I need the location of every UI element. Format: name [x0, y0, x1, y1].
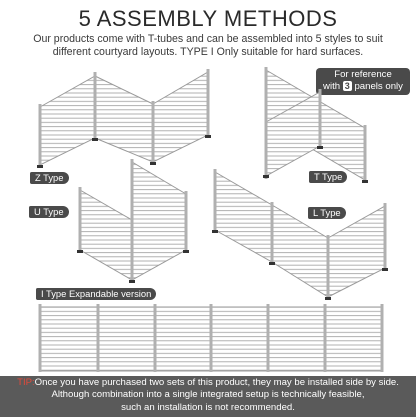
tip-prefix: TIP:: [17, 377, 35, 388]
t-type-fence: [263, 67, 368, 183]
reference-badge-line1: For reference: [334, 69, 392, 80]
page-subtitle: Our products come with T-tubes and can be assembled into 5 styles to suit different courtyard layouts. TYPE I Only suitable for hard surfaces.: [33, 33, 383, 58]
l-type-fence: [212, 169, 388, 300]
l-type-label: L Type: [308, 207, 346, 219]
z-type-fence: [37, 69, 211, 168]
reference-badge-count: 3: [344, 81, 350, 91]
footer-text-1: Once you have purchased two sets of this product, they may be installed side by side.: [34, 377, 399, 388]
footer-line1: [0, 377, 416, 389]
footer-line3: such an installation is not recommended.: [121, 401, 295, 413]
footer-line2: Although combination into a single integrated setup is technically feasible,: [51, 389, 365, 401]
z-type-label: Z Type: [30, 172, 69, 184]
u-type-fence: [77, 159, 189, 283]
reference-badge-suffix: panels only: [354, 81, 403, 92]
u-type-label: U Type: [29, 206, 69, 218]
i-type-label: I Type Expandable version: [36, 288, 156, 300]
t-type-label: T Type: [309, 171, 347, 183]
i-type-fence: [39, 304, 384, 372]
footer-note: [0, 376, 416, 417]
reference-badge-prefix: with: [323, 81, 341, 92]
page-title: 5 ASSEMBLY METHODS: [78, 6, 338, 31]
